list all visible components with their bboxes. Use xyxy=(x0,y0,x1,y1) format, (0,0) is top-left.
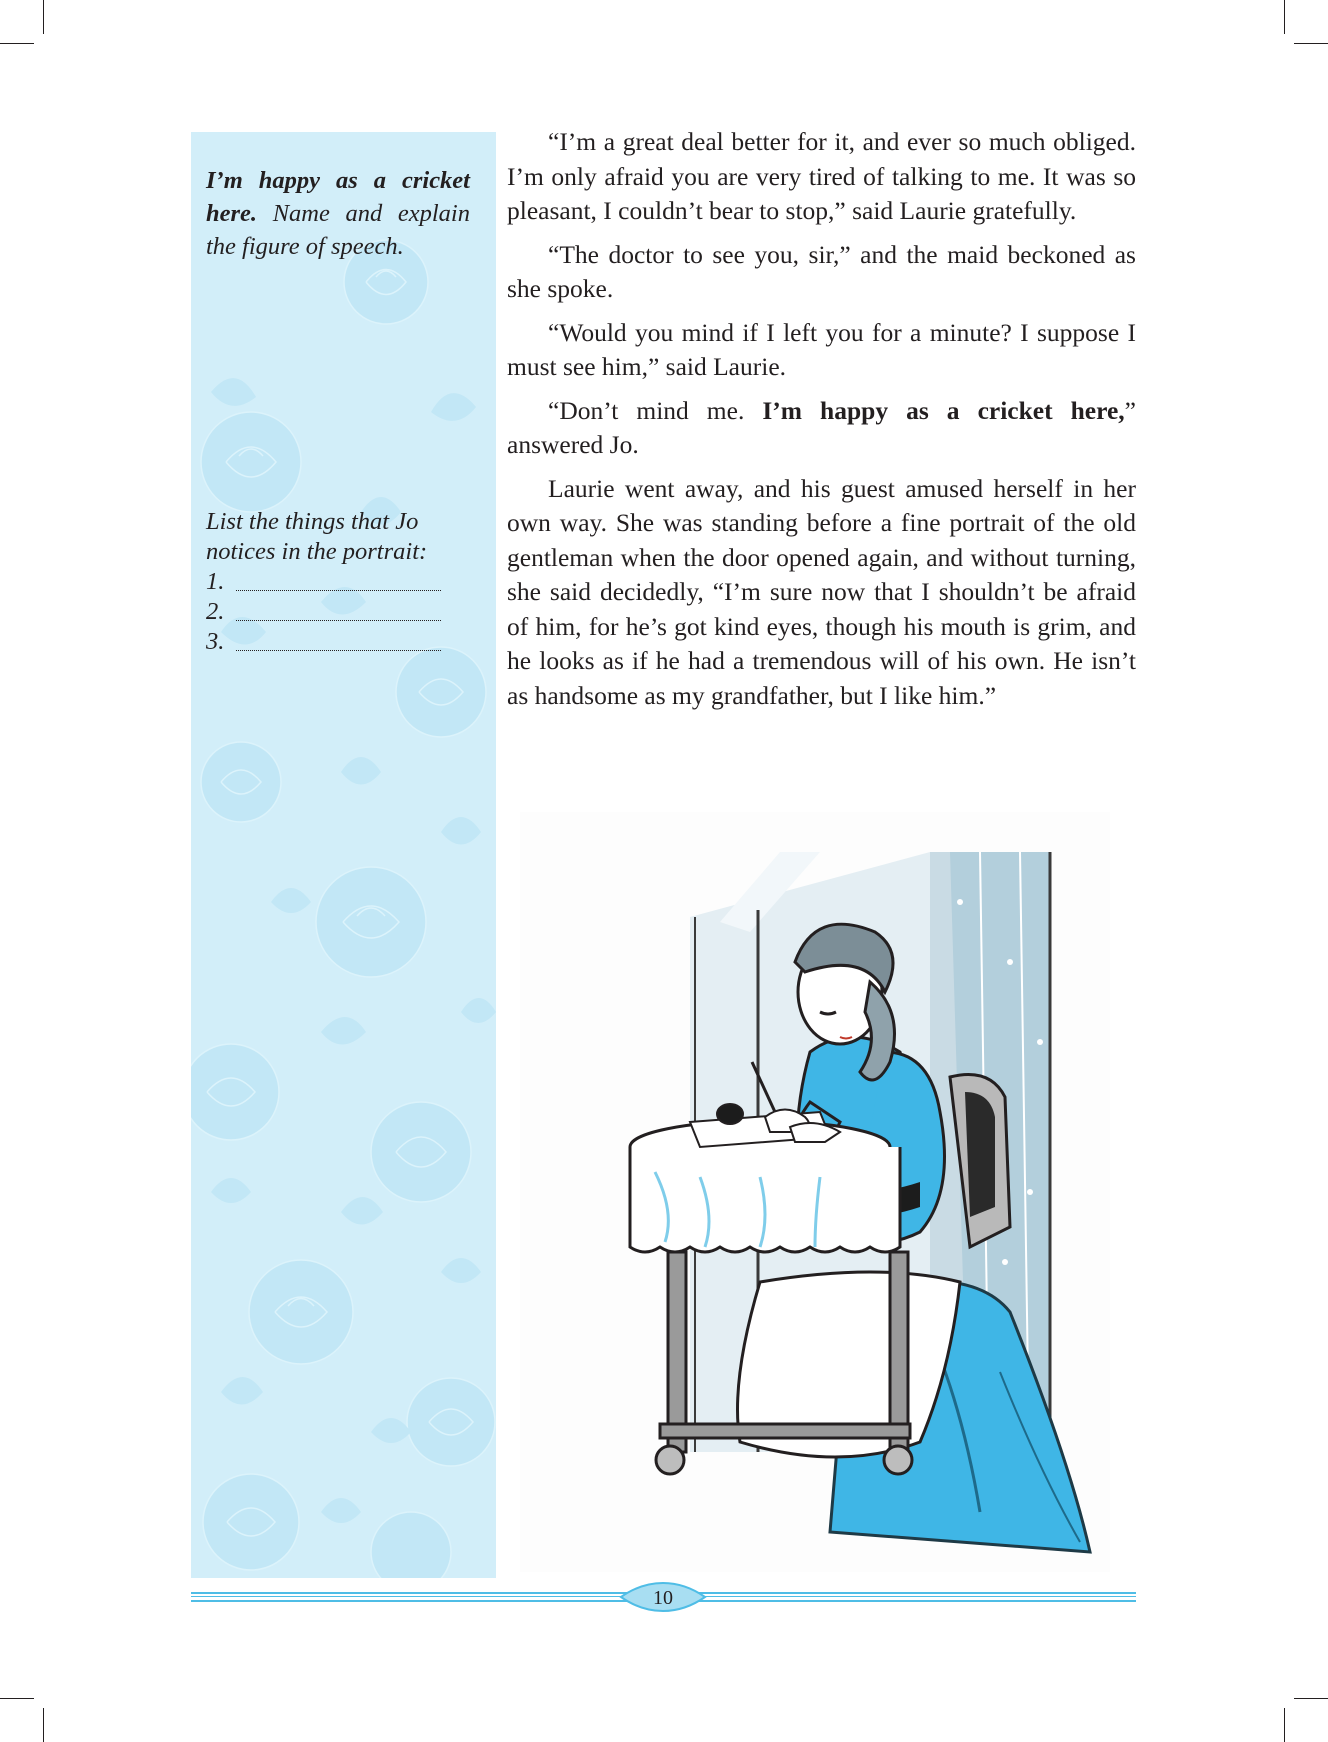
margin-sidebar xyxy=(191,132,496,1578)
answer-blank-line[interactable] xyxy=(236,628,441,651)
woman-writing-at-table-illustration xyxy=(520,812,1110,1572)
question-bold-phrase: I’m happy as a cricket here. xyxy=(206,167,470,227)
story-text xyxy=(507,125,1136,722)
answer-blank-row xyxy=(206,597,470,627)
paragraph-jo-answer xyxy=(507,394,1136,463)
crop-mark-bl-h xyxy=(0,1698,34,1699)
crop-mark-tl-h xyxy=(0,43,34,44)
answer-blank-row xyxy=(206,627,470,657)
answer-number: 1. xyxy=(206,568,225,595)
crop-mark-tr-v xyxy=(1284,0,1285,34)
crop-mark-br-h xyxy=(1294,1698,1328,1699)
question-instruction: Name and explain the figure of speech. xyxy=(206,200,470,260)
answer-blank-row xyxy=(206,567,470,597)
crop-mark-br-v xyxy=(1284,1708,1285,1742)
page-number: 10 xyxy=(653,1587,673,1609)
crop-mark-tl-v xyxy=(43,0,44,34)
answer-number: 2. xyxy=(206,598,225,625)
highlighted-simile: I’m happy as a cricket here, xyxy=(762,395,1125,425)
jo-quote-end: ” answered Jo. xyxy=(507,395,1136,459)
answer-blank-line[interactable] xyxy=(236,568,441,591)
paragraph: Laurie went away, and his guest amused herself in her own way. She was standing before a fine portrait of the old gentleman when the door opened again, and without turning, she said decidedly, “I’m sure now that I shouldn’t be afraid of him, for he’s got kind eyes, though his mouth is grim, and he looks as if he had a tremendous will of his own. He isn’t as handsome as my grandfather, but I like him.” xyxy=(507,473,1136,710)
rose-leaf-pattern xyxy=(191,132,496,1578)
paragraph: “Would you mind if I left you for a minute? I suppose I must see him,” said Laurie. xyxy=(507,317,1136,381)
crop-mark-tr-h xyxy=(1294,43,1328,44)
jo-quote-start: “Don’t mind me. xyxy=(548,395,763,425)
paragraph: “The doctor to see you, sir,” and the maid beckoned as she spoke. xyxy=(507,239,1136,303)
footer-rule-icon xyxy=(191,1582,1136,1612)
page-footer xyxy=(191,1582,1136,1612)
crop-mark-bl-v xyxy=(43,1708,44,1742)
paragraph: “I’m a great deal better for it, and ever so much obliged. I’m only afraid you are very tired of talking to me. It was so pleasant, I couldn’t bear to stop,” said Laurie gratefully. xyxy=(507,127,1136,225)
answer-blank-line[interactable] xyxy=(236,598,441,621)
question-prompt: List the things that Jo notices in the portrait: xyxy=(206,508,428,565)
sidebar-question-figure-of-speech xyxy=(206,164,470,263)
inkwell-icon xyxy=(717,1104,743,1124)
sidebar-question-portrait-list xyxy=(206,507,470,657)
answer-number: 3. xyxy=(206,628,225,655)
